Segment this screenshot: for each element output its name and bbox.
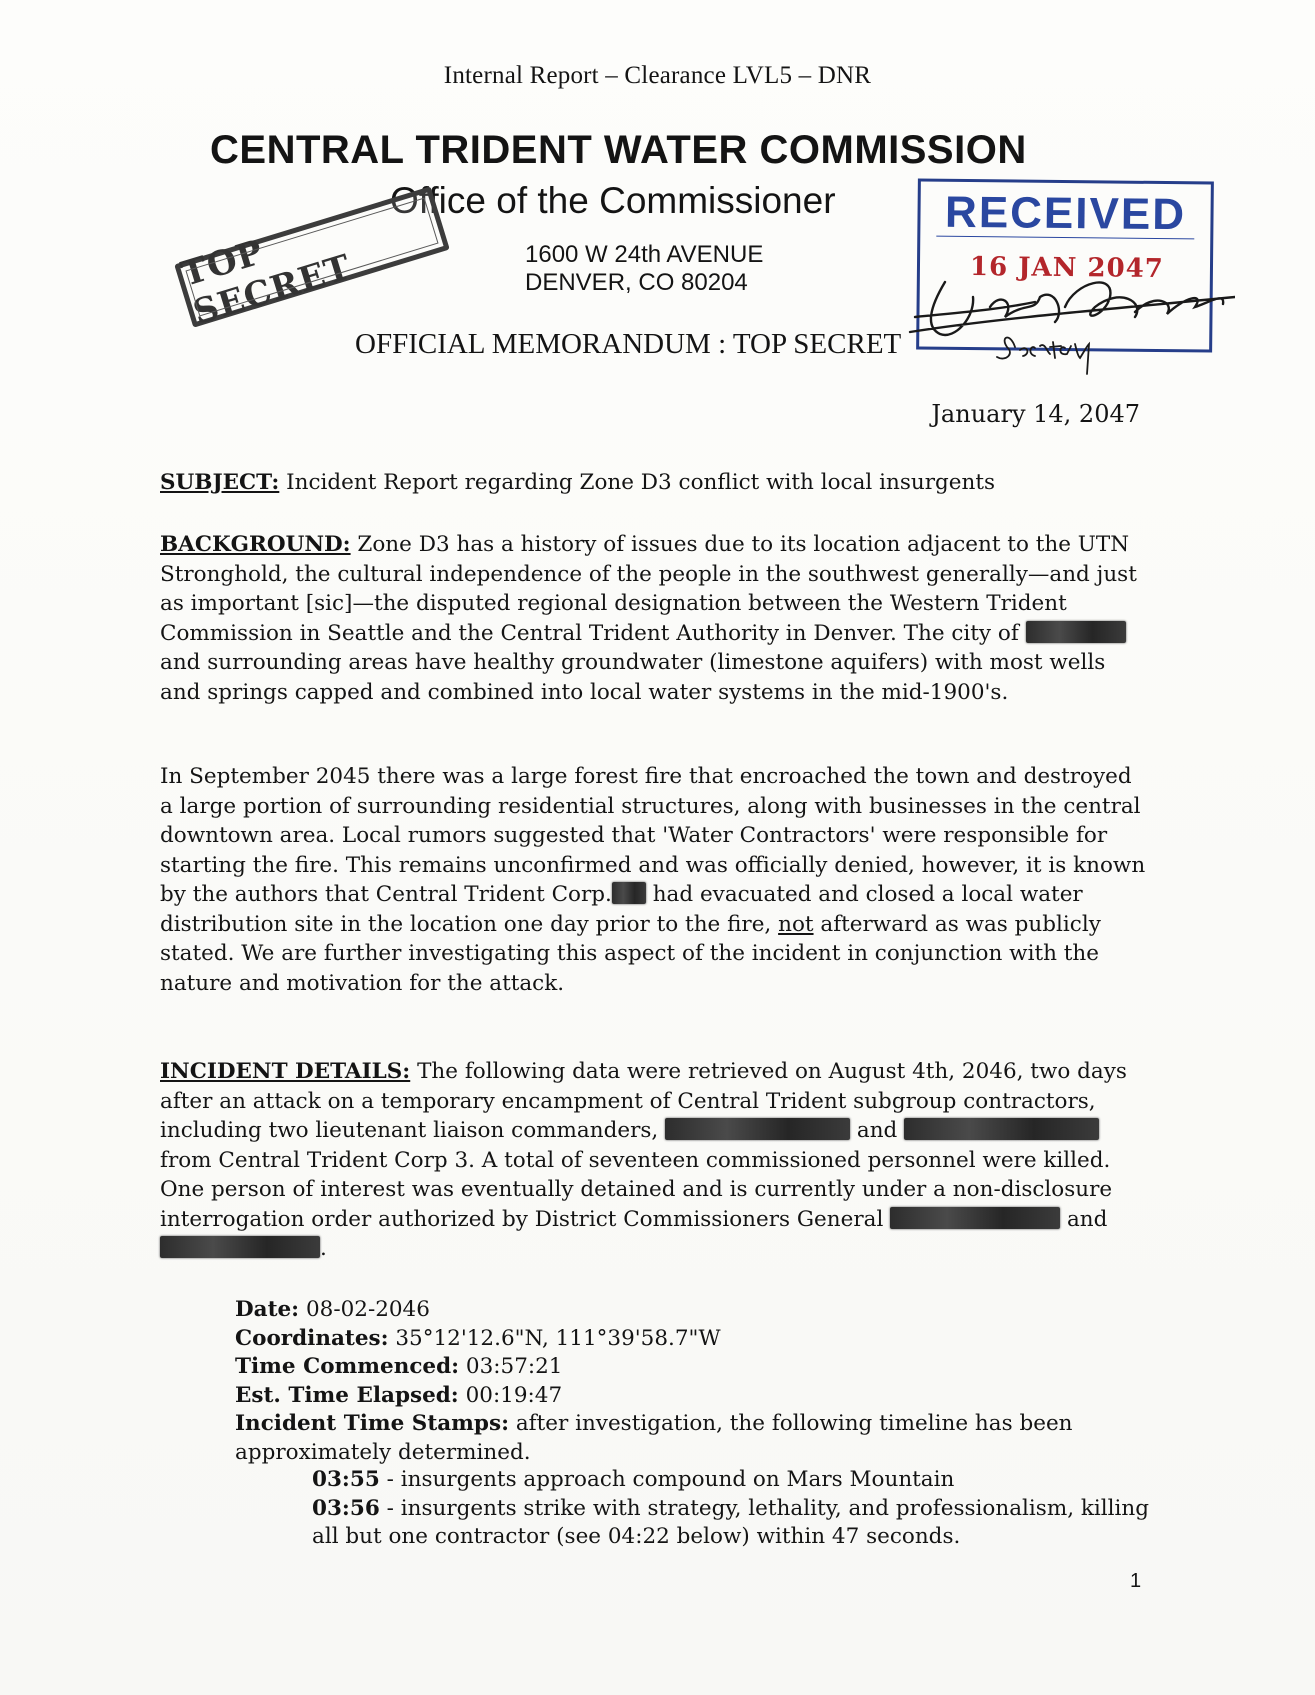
detail-time-stamps-label: Incident Time Stamps:	[235, 1411, 509, 1436]
subject-section	[160, 468, 1150, 498]
timeline-entry	[312, 1466, 1152, 1495]
top-secret-stamp	[174, 186, 450, 333]
timeline-time: 03:55	[312, 1467, 380, 1492]
redaction-bar	[160, 1236, 320, 1258]
fire-text-2: had evacuated and closed a local water distribution site in the location one day prior to the fire,	[160, 882, 1083, 937]
detail-date-label: Date:	[235, 1297, 300, 1322]
detail-time-stamps	[235, 1410, 1135, 1467]
detail-date	[235, 1296, 1135, 1325]
redaction-bar	[904, 1118, 1099, 1140]
timeline-entry	[312, 1495, 1152, 1552]
redaction-bar	[612, 882, 646, 904]
incident-text-end: .	[320, 1236, 327, 1261]
detail-time-elapsed-value: 00:19:47	[458, 1382, 563, 1408]
detail-date-value: 08-02-2046	[299, 1297, 430, 1322]
detail-coordinates-value: 35°12'12.6"N, 111°39'58.7"W	[388, 1325, 721, 1351]
secretary-signature	[905, 262, 1235, 382]
redaction-bar	[890, 1207, 1060, 1229]
detail-time-commenced	[235, 1353, 1135, 1382]
memo-title: OFFICIAL MEMORANDUM : TOP SECRET	[355, 328, 902, 360]
office-name: Office of the Commissioner	[390, 180, 836, 221]
incident-text-1: The following data were retrieved on August 4th, 2046, two days after an attack on a temporary encampment of Central Trident subgroup contractors, including two lieutenant liaison commanders,	[160, 1059, 1127, 1143]
incident-and-2: and	[1060, 1206, 1108, 1232]
detail-coordinates-label: Coordinates:	[235, 1325, 389, 1351]
subject-label: SUBJECT:	[160, 470, 280, 495]
incident-timeline	[312, 1466, 1152, 1552]
emphasis-not: not	[778, 911, 814, 937]
received-stamp-date: 16 JAN 2047	[969, 252, 1165, 285]
page-number: 1	[1130, 1570, 1142, 1592]
redaction-bar	[665, 1118, 850, 1140]
detail-time-commenced-value: 03:57:21	[459, 1354, 563, 1379]
incident-details-list	[235, 1296, 1135, 1467]
top-secret-stamp-text: TOP SECRET	[176, 232, 357, 333]
detail-time-elapsed-label: Est. Time Elapsed:	[235, 1382, 459, 1408]
timeline-time: 03:56	[312, 1495, 380, 1521]
detail-coordinates	[235, 1325, 1135, 1354]
background-label: BACKGROUND:	[160, 532, 351, 557]
fire-paragraph	[160, 762, 1150, 998]
memo-date: January 14, 2047	[931, 400, 1140, 428]
background-text-1: Zone D3 has a history of issues due to its location adjacent to the UTN Stronghold, the cultural independence of the people in the southwest generally—and just as important [sic]—the disputed regional designation between the Western Trident Commission in Seattle and the Central Trident Authority in Denver. The city of	[160, 532, 1137, 646]
fire-text-3: afterward as was publicly stated. We are further investigating this aspect of the incident in conjunction with the nature and motivation for the attack.	[160, 911, 1101, 996]
address-line-1: 1600 W 24th AVENUE	[525, 241, 764, 268]
incident-label: INCIDENT DETAILS:	[160, 1059, 411, 1084]
fire-text-1: In September 2045 there was a large forest fire that encroached the town and destroyed a large portion of surrounding residential structures, along with businesses in the central downtown area. Local rumors suggested that 'Water Contractors' were responsible for starting the fire. This remains unconfirmed and was officially denied, however, it is known by the authors that Central Trident Corp.	[160, 764, 1146, 907]
timeline-text: - insurgents strike with strategy, lethality, and professionalism, killing all but one contractor (see 04:22 below) within 47 seconds.	[312, 1495, 1150, 1549]
organization-name: CENTRAL TRIDENT WATER COMMISSION	[210, 128, 1027, 172]
detail-time-stamps-value: after investigation, the following timeline has been approximately determined.	[235, 1411, 1073, 1465]
detail-time-elapsed	[235, 1382, 1135, 1411]
background-text-2: and surrounding areas have healthy groundwater (limestone aquifers) with most wells and springs capped and combined into local water systems in the mid-1900's.	[160, 650, 1106, 705]
background-section	[160, 530, 1150, 707]
received-stamp-label: RECEIVED	[920, 187, 1211, 240]
timeline-text: - insurgents approach compound on Mars Mountain	[379, 1467, 955, 1492]
address-line-2: DENVER, CO 80204	[525, 269, 748, 296]
incident-text-2: from Central Trident Corp 3. A total of seventeen commissioned personnel were killed. One person of interest was eventually detained and is currently under a non-disclosure interrogation order authorized by District Commissioners General	[160, 1147, 1113, 1232]
incident-section	[160, 1057, 1150, 1264]
subject-text: Incident Report regarding Zone D3 conflict with local insurgents	[279, 470, 995, 495]
detail-time-commenced-label: Time Commenced:	[235, 1354, 460, 1379]
classification-header: Internal Report – Clearance LVL5 – DNR	[443, 62, 872, 89]
incident-and-1: and	[850, 1118, 905, 1143]
redaction-bar	[1026, 621, 1126, 643]
